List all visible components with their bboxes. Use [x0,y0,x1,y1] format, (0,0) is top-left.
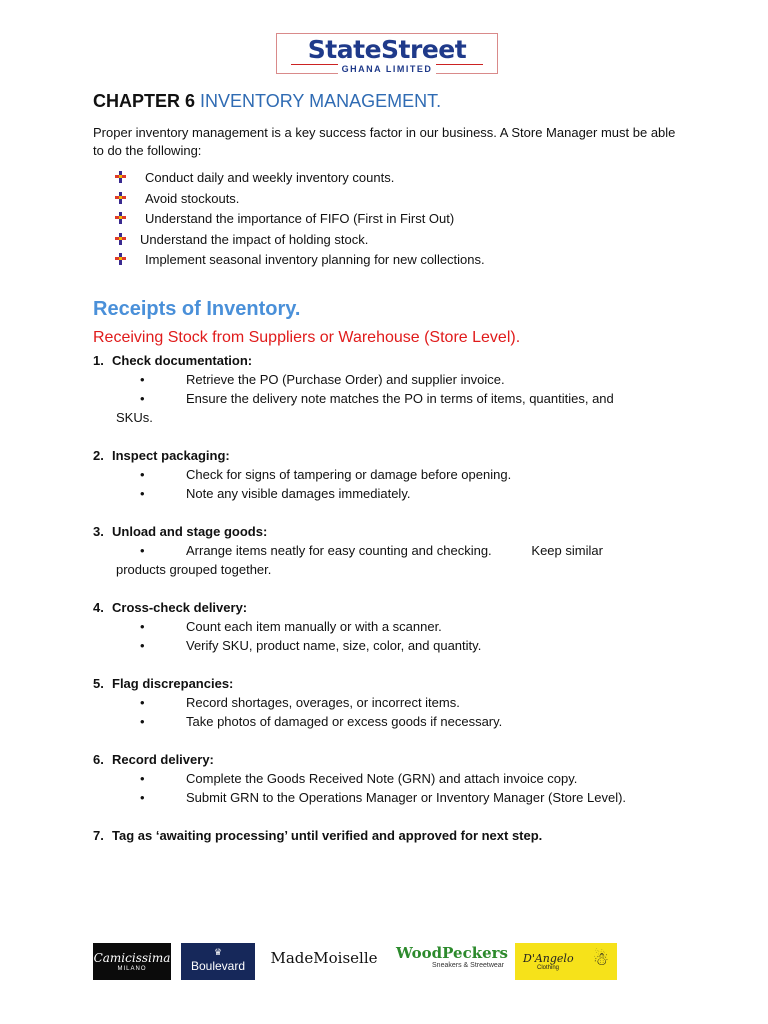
step-title: Check documentation: [112,353,253,368]
bullet-dot: • [140,790,145,805]
list-item-text: Avoid stockouts. [145,190,240,206]
step-1 [93,351,683,427]
bullet-dot: • [140,391,145,406]
woodpeckers-logo [392,944,508,980]
step-number: 3. [93,524,104,539]
boulevard-logo [181,943,255,980]
list-item [115,209,485,230]
dangelo-logo [515,943,617,980]
step-5 [93,674,683,731]
step-title: Record delivery: [112,752,214,767]
bullet-dot: • [140,543,145,558]
step-item: Retrieve the PO (Purchase Order) and supplier invoice. [186,372,505,387]
bullet-dot: • [140,638,145,653]
step-item: Count each item manually or with a scanner. [186,619,442,634]
step-item: Note any visible damages immediately. [186,486,411,501]
bullet-dot: • [140,771,145,786]
bullet-dot: • [140,486,145,501]
step-item: Verify SKU, product name, size, color, and quantity. [186,638,482,653]
camicissima-logo [93,943,171,980]
cross-bullet-icon [115,253,126,265]
brand-sub: Clothing [537,965,560,971]
step-item: Take photos of damaged or excess goods if necessary. [186,714,503,729]
logo-subtitle: GHANA LIMITED [338,64,437,74]
list-item-text: Conduct daily and weekly inventory counts. [145,170,395,185]
receiving-steps [93,351,683,845]
brand-name: WoodPeckers [396,944,508,962]
bullet-dot: • [140,695,145,710]
logo-name: StateStreet [307,35,467,64]
list-item [115,168,485,189]
step-title: Tag as ‘awaiting processing’ until verified and approved for next step. [112,828,543,843]
step-item-continuation: SKUs. [116,410,153,425]
step-item: Ensure the delivery note matches the PO in terms of items, quantities, and [186,391,614,406]
step-number: 2. [93,448,104,463]
step-item: Record shortages, overages, or incorrect items. [186,695,460,710]
cross-bullet-icon [115,192,126,204]
step-item: Check for signs of tampering or damage before opening. [186,467,512,482]
step-number: 7. [93,828,104,843]
step-title: Inspect packaging: [112,448,230,463]
step-item-continuation: products grouped together. [116,562,272,577]
step-6 [93,750,683,807]
step-number: 5. [93,676,104,691]
list-item-text: Understand the impact of holding stock. [140,231,369,247]
step-number: 4. [93,600,104,615]
step-item: Complete the Goods Received Note (GRN) and attach invoice copy. [186,771,578,786]
brand-name: Camicissima [93,951,171,965]
step-number: 6. [93,752,104,767]
brand-name: Boulevard [190,959,246,973]
step-number: 1. [93,353,104,368]
receiving-subheading: Receiving Stock from Suppliers or Warehouse (Store Level). [93,329,521,346]
statestreet-logo [276,33,498,74]
list-item [115,189,485,210]
bullet-dot: • [140,619,145,634]
step-item: Arrange items neatly for easy counting and checking. Keep similar [186,543,603,558]
brand-name: D'Angelo [523,952,574,965]
step-title: Cross-check delivery: [112,600,248,615]
bullet-dot: • [140,467,145,482]
step-item: Submit GRN to the Operations Manager or Inventory Manager (Store Level). [186,790,627,805]
crown-icon: ♛ [213,947,223,957]
chapter-prefix: CHAPTER 6 [93,91,196,111]
brand-name: MadeMoiselle [270,949,378,967]
brand-sub: MILANO [117,966,147,972]
step-2 [93,446,683,503]
step-title: Flag discrepancies: [112,676,234,691]
list-item-text: Implement seasonal inventory planning for new collections. [145,252,485,267]
bullet-dot: • [140,372,145,387]
list-item [115,250,485,271]
key-tasks-list [115,168,485,271]
list-item [115,230,485,251]
cross-bullet-icon [115,233,126,245]
list-item-text: Understand the importance of FIFO (First in First Out) [145,211,455,226]
chapter-name: INVENTORY MANAGEMENT. [200,91,442,111]
step-title: Unload and stage goods: [112,524,268,539]
brand-sub: Sneakers & Streetwear [432,962,504,969]
chapter-title [93,91,441,112]
step-4 [93,598,683,655]
step-3 [93,522,683,579]
cross-bullet-icon [115,171,126,183]
intro-paragraph: Proper inventory management is a key success factor in our business. A Store Manager must be able to do the following: [93,125,676,158]
cross-bullet-icon [115,212,126,224]
receipts-heading: Receipts of Inventory. [93,298,301,320]
mademoiselle-logo [262,946,386,976]
bullet-dot: • [140,714,145,729]
figure-icon: ☃ [592,949,609,969]
step-7 [93,826,683,845]
